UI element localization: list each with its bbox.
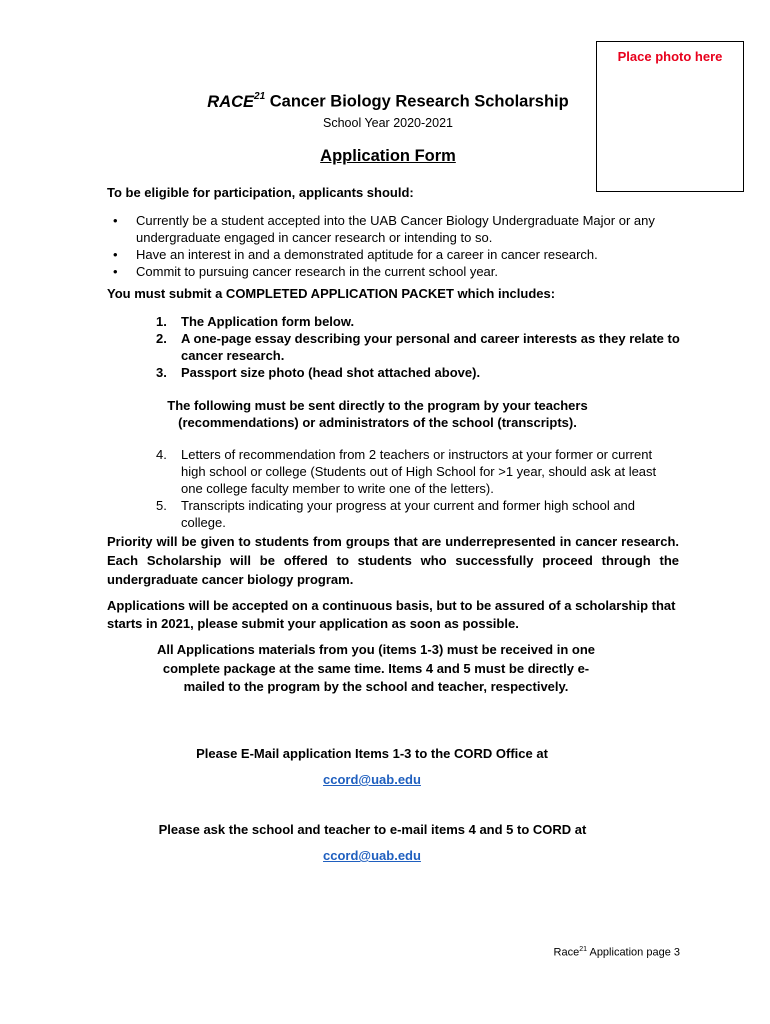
email-instruction-2: Please ask the school and teacher to e-mail items 4 and 5 to CORD at <box>158 822 587 837</box>
applications-paragraph: Applications will be accepted on a continuous basis, but to be assured of a scholarship that starts in 2021, please submit your application as soon as possible. <box>107 598 676 631</box>
priority-paragraph: Priority will be given to students from groups that are underrepresented in cancer research. Each Scholarship will be offered to students who successfully proceed through the undergraduate cancer biology program. <box>107 534 679 587</box>
bullet-icon: • <box>113 264 118 279</box>
list-item: 3. Passport size photo (head shot attached above). <box>156 365 481 380</box>
cord-email-link-2[interactable]: ccord@uab.edu <box>323 848 421 863</box>
title-race-superscript: 21 <box>254 91 266 102</box>
direct-list <box>156 446 676 531</box>
eligibility-heading: To be eligible for participation, applicants should: <box>107 185 414 200</box>
photo-placeholder-label: Place photo here <box>617 49 723 64</box>
packet-list <box>156 313 686 381</box>
list-item: • Have an interest in and a demonstrated aptitude for a career in cancer research. <box>113 247 598 262</box>
list-item: 5. Transcripts indicating your progress at your current and former high school and college. <box>156 498 636 530</box>
bullet-icon: • <box>113 213 118 228</box>
bullet-icon: • <box>113 247 118 262</box>
list-item: 2. A one-page essay describing your personal and career interests as they relate to cancer research. <box>156 331 680 363</box>
list-item: 4. Letters of recommendation from 2 teachers or instructors at your former or current high school or college (Students out of High School for >1 year, should ask at least one college faculty member to write one of the letters). <box>156 447 657 496</box>
cord-email-link-1[interactable]: ccord@uab.edu <box>323 772 421 787</box>
direct-heading: The following must be sent directly to the program by your teachers (recommendations) or administrators of the school (transcripts). <box>167 398 588 430</box>
footer-superscript: 21 <box>579 946 588 953</box>
title-rest: Cancer Biology Research Scholarship <box>265 92 569 111</box>
list-item: • Currently be a student accepted into the UAB Cancer Biology Undergraduate Major or any undergraduate engaged in cancer research or intending to so. <box>113 213 655 245</box>
packet-heading: You must submit a COMPLETED APPLICATION PACKET which includes: <box>107 286 556 301</box>
form-title: Application Form <box>320 147 456 165</box>
materials-paragraph: All Applications materials from you (items 1-3) must be received in one complete package at the same time. Items 4 and 5 must be directly e-mailed to the program by the school and teacher, respectively. <box>156 642 596 694</box>
page-footer: Race$^{21}$ Application page 3 <box>553 946 680 959</box>
school-year: School Year 2020-2021 <box>323 116 453 130</box>
list-item: • Commit to pursuing cancer research in the current school year. <box>113 264 499 279</box>
list-item: 1. The Application form below. <box>156 314 355 329</box>
title-race: RACE <box>207 92 255 111</box>
page-title <box>130 92 646 112</box>
eligibility-list <box>107 212 687 280</box>
email-instruction-1: Please E-Mail application Items 1-3 to the CORD Office at <box>196 746 548 761</box>
